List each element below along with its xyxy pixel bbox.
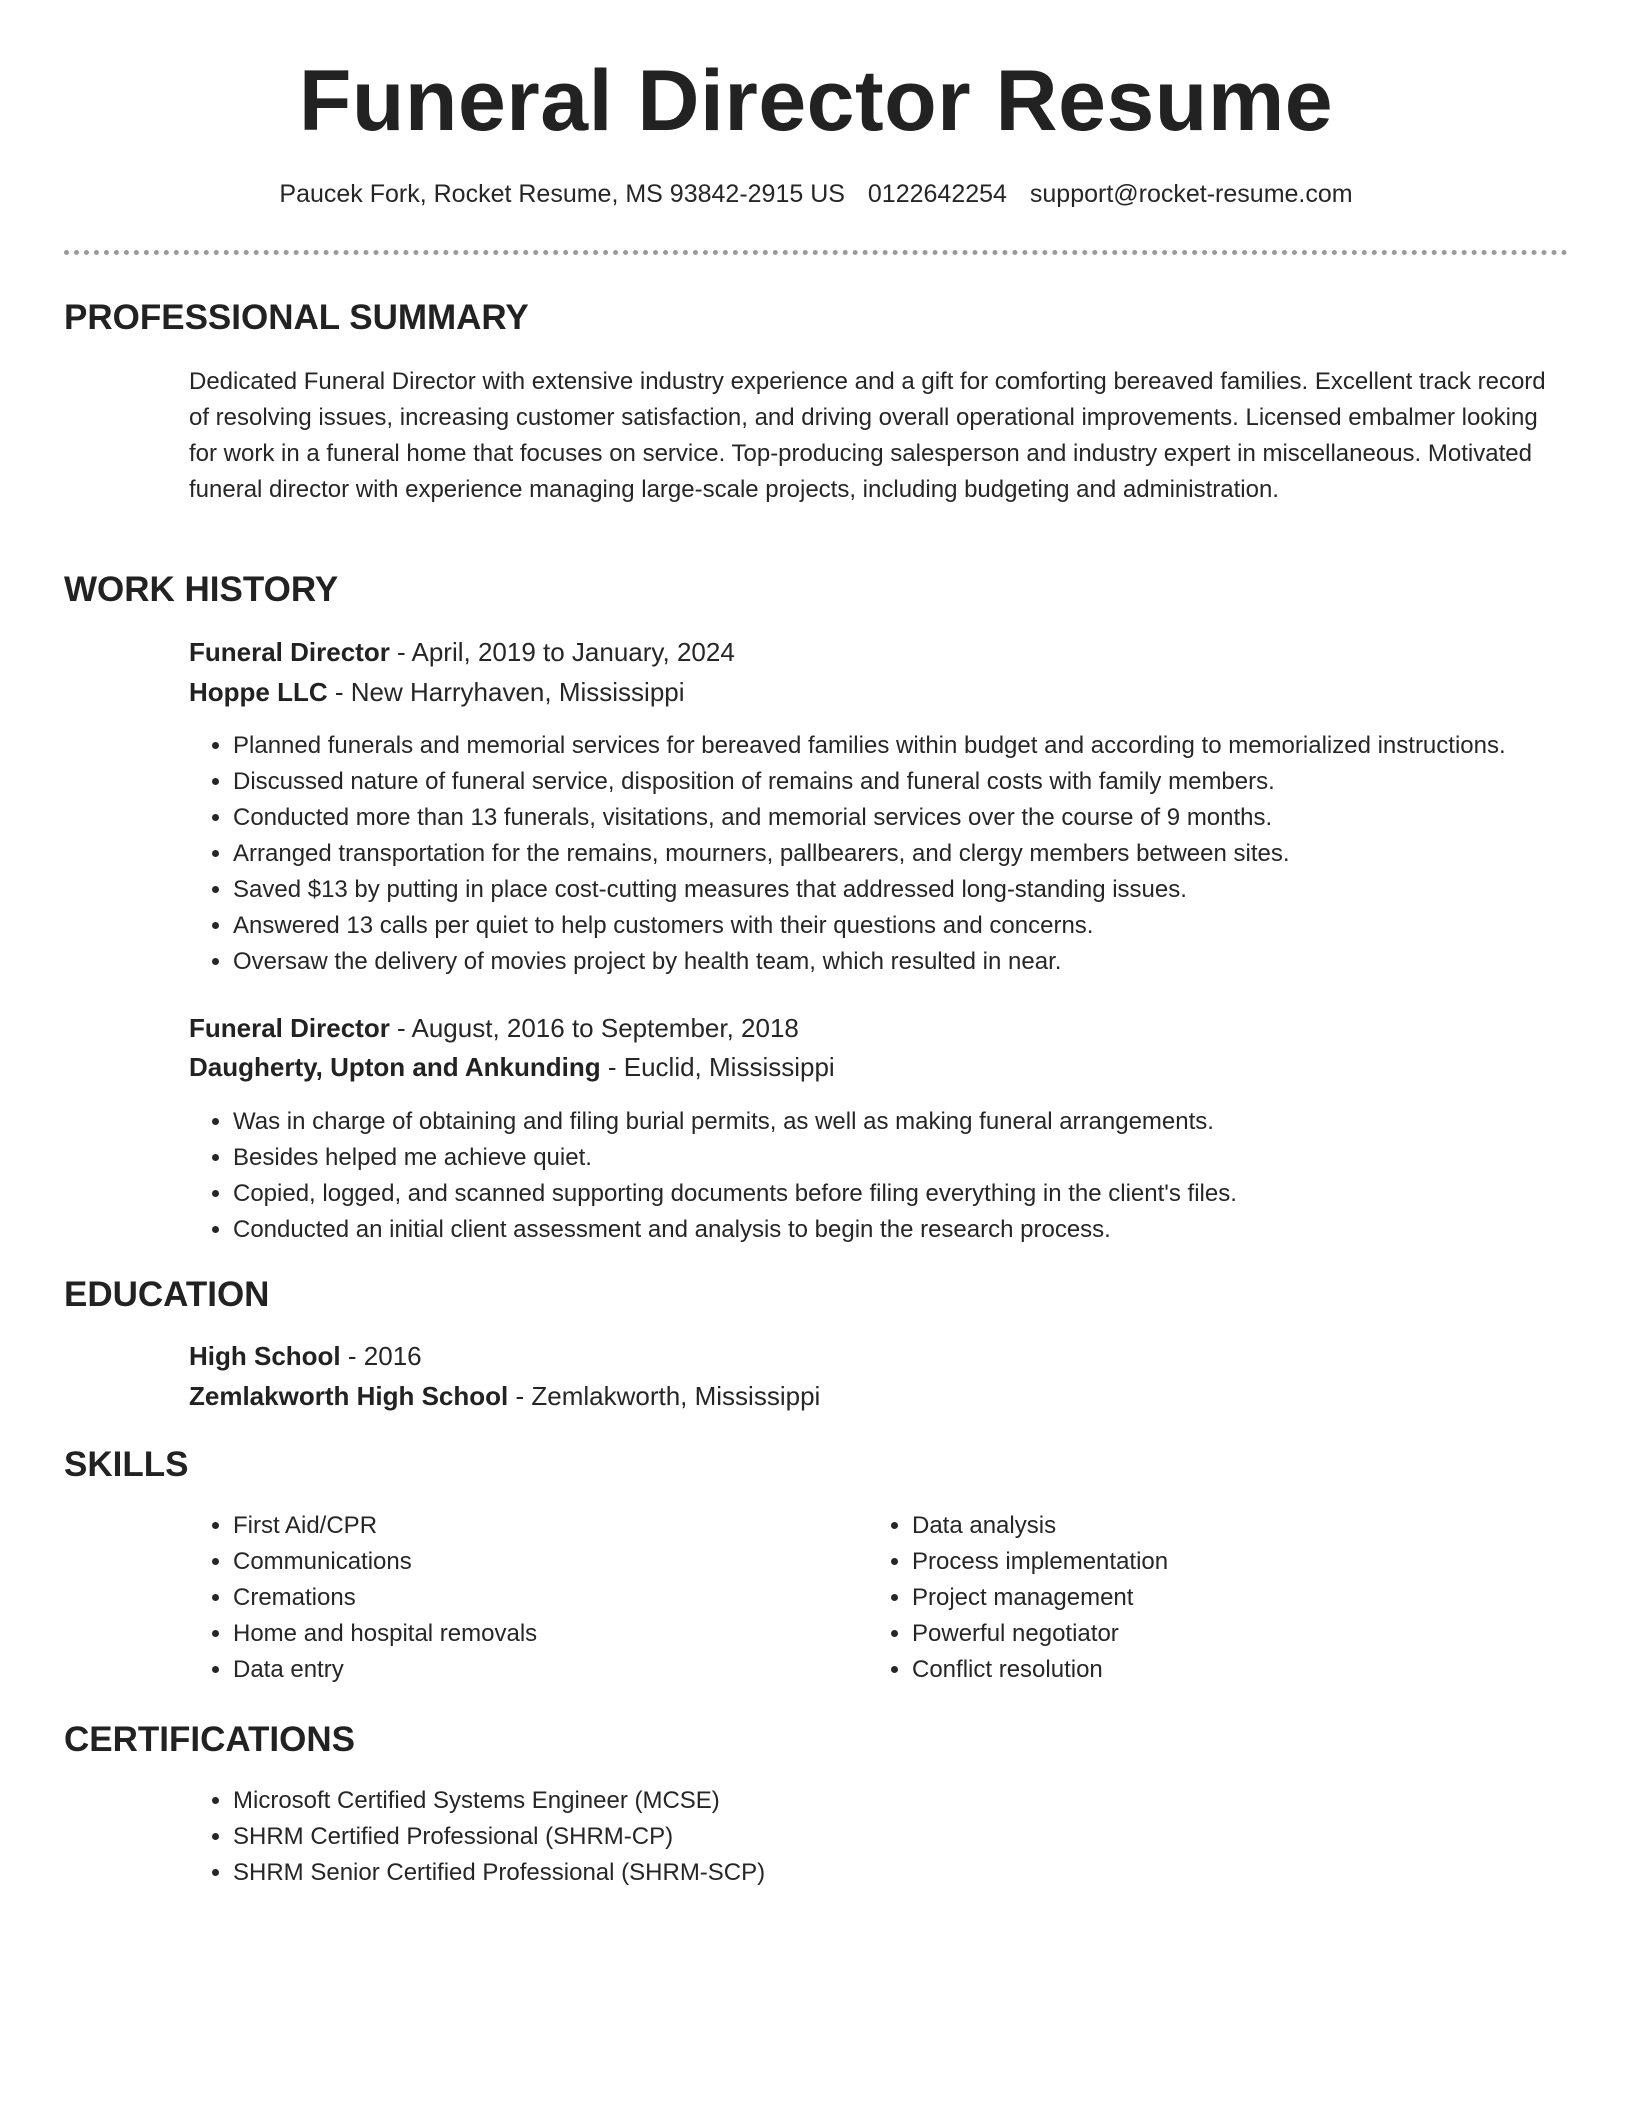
education-school-line [189,1381,820,1412]
job-location: - Euclid, Mississippi [600,1052,835,1082]
list-item: • Oversaw the delivery of movies project by health team, which resulted in near. [233,944,1506,980]
list-item: • Copied, logged, and scanned supporting documents before filing everything in the client's files. [233,1176,1237,1212]
contact-address: Paucek Fork, Rocket Resume, MS 93842-2915 US [279,180,845,208]
list-item: • Powerful negotiator [912,1616,1168,1652]
list-item: • Cremations [233,1580,537,1616]
section-heading-education: EDUCATION [64,1275,270,1314]
resume-title: Funeral Director Resume [298,53,1334,149]
list-item: • Process implementation [912,1544,1168,1580]
job-title-line [189,637,735,668]
list-item: • Answered 13 calls per quiet to help customers with their questions and concerns. [233,908,1506,944]
contact-email[interactable]: support@rocket-resume.com [1029,180,1353,208]
list-item: • Was in charge of obtaining and filing burial permits, as well as making funeral arrangements. [233,1104,1237,1140]
education-degree: High School [189,1341,341,1371]
contact-line [0,180,1632,209]
list-item: • Conducted more than 13 funerals, visitations, and memorial services over the course of 9 months. [233,800,1506,836]
job-title: Funeral Director [189,1013,390,1043]
list-item: • Home and hospital removals [233,1616,537,1652]
job-dates: - August, 2016 to September, 2018 [389,1013,799,1043]
list-item: • SHRM Certified Professional (SHRM-CP) [233,1819,765,1855]
job-title-line [189,1013,799,1044]
certifications-list [189,1783,765,1891]
list-item: • SHRM Senior Certified Professional (SHRM-SCP) [233,1855,765,1891]
job-title: Funeral Director [189,637,390,667]
skills-list-left [189,1508,537,1688]
list-item: • Planned funerals and memorial services for bereaved families within budget and according to memorialized instructions. [233,728,1506,764]
list-item: • Data analysis [912,1508,1168,1544]
job-location: - New Harryhaven, Mississippi [327,677,685,707]
job-bullets [189,728,1506,980]
job-company: Hoppe LLC [189,677,328,707]
list-item: • Conflict resolution [912,1652,1168,1688]
list-item: • Communications [233,1544,537,1580]
list-item: • First Aid/CPR [233,1508,537,1544]
list-item: • Arranged transportation for the remains, mourners, pallbearers, and clergy members between sites. [233,836,1506,872]
section-heading-certifications: CERTIFICATIONS [64,1720,356,1759]
education-school: Zemlakworth High School [189,1381,509,1411]
job-company-line [189,1052,835,1083]
education-degree-line [189,1341,422,1372]
list-item: • Microsoft Certified Systems Engineer (MCSE) [233,1783,765,1819]
list-item: • Data entry [233,1652,537,1688]
list-item: • Project management [912,1580,1168,1616]
list-item: • Besides helped me achieve quiet. [233,1140,1237,1176]
contact-phone: 0122642254 [867,180,1007,208]
job-company-line [189,677,685,708]
section-heading-skills: SKILLS [64,1445,189,1484]
list-item: • Discussed nature of funeral service, disposition of remains and funeral costs with family members. [233,764,1506,800]
education-year: - 2016 [340,1341,422,1371]
job-bullets [189,1104,1237,1248]
header-divider [64,250,1568,255]
skills-list-right [868,1508,1168,1688]
summary-text: Dedicated Funeral Director with extensive industry experience and a gift for comforting bereaved families. Excellent track record of resolving issues, increasing customer satisfaction, and driving overall operational improvements. Licensed embalmer looking for work in a funeral home that focuses on service. Top-producing salesperson and industry expert in miscellaneous. Motivated funeral director with experience managing large-scale projects, including budgeting and administration. [189,368,1546,503]
job-dates: - April, 2019 to January, 2024 [389,637,735,667]
section-heading-summary: PROFESSIONAL SUMMARY [64,298,529,337]
list-item: • Conducted an initial client assessment and analysis to begin the research process. [233,1212,1237,1248]
education-location: - Zemlakworth, Mississippi [508,1381,821,1411]
list-item: • Saved $13 by putting in place cost-cutting measures that addressed long-standing issues. [233,872,1506,908]
job-company: Daugherty, Upton and Ankunding [189,1052,601,1082]
section-heading-work-history: WORK HISTORY [64,570,339,609]
